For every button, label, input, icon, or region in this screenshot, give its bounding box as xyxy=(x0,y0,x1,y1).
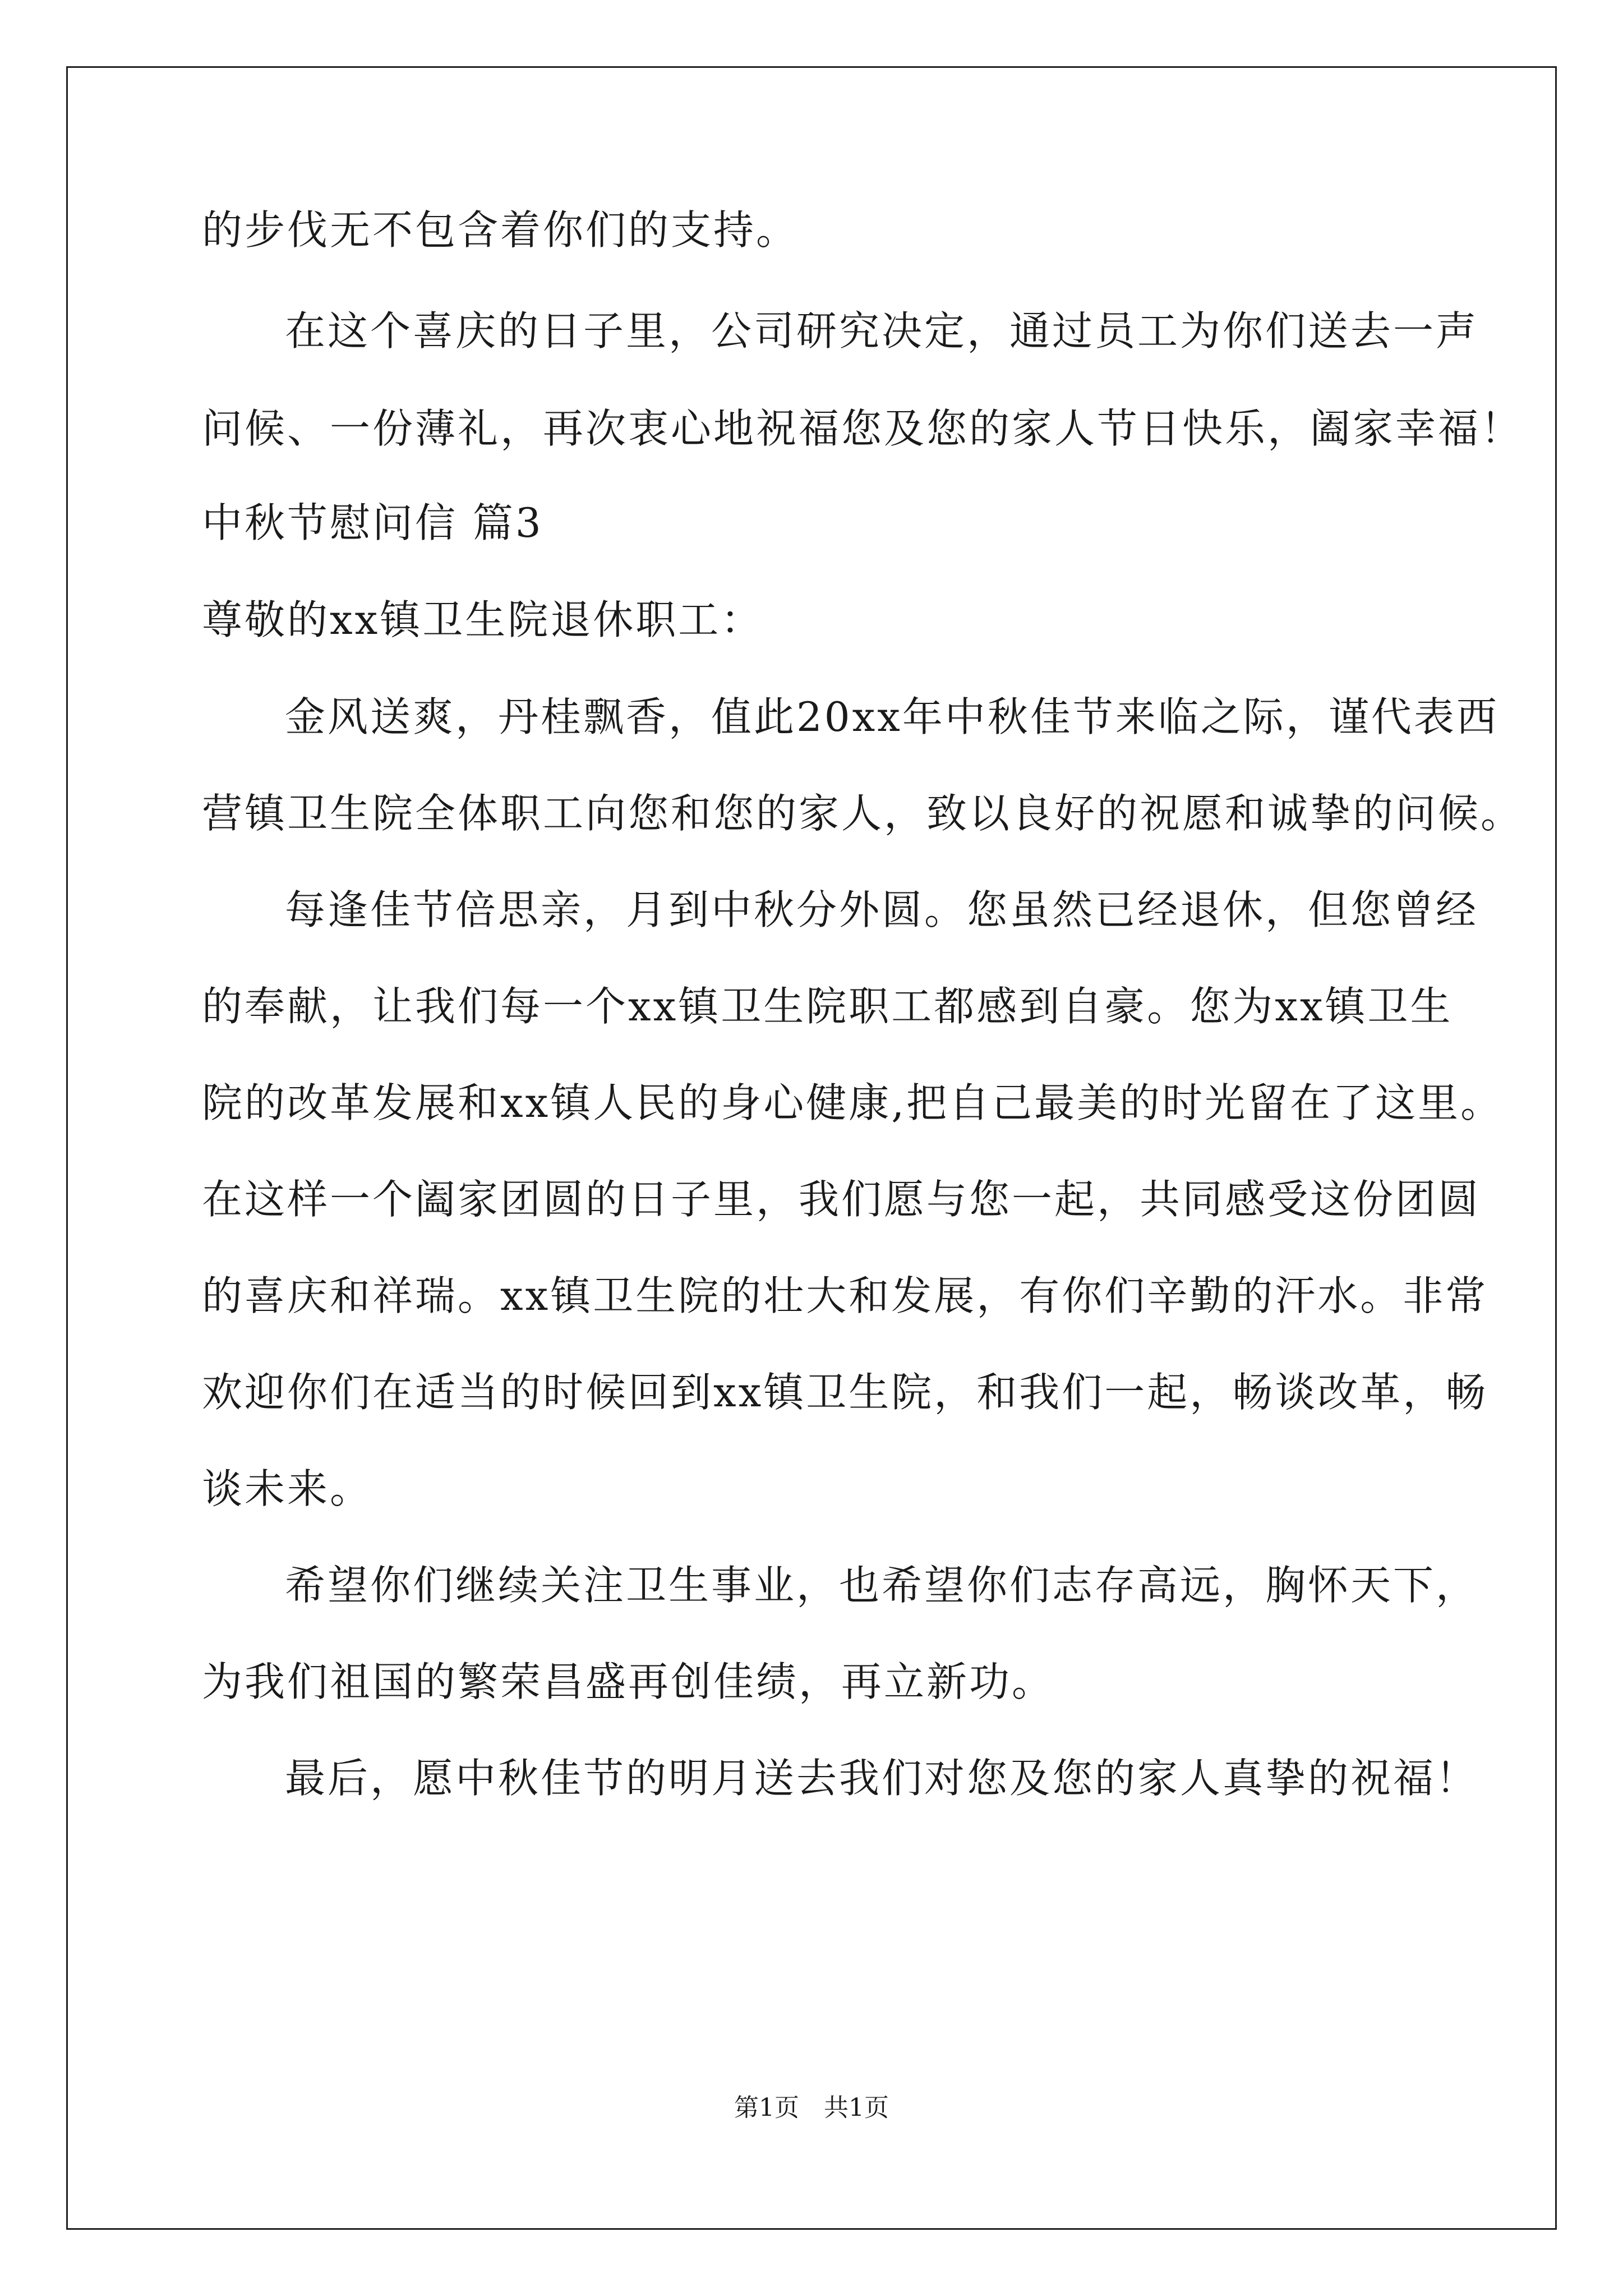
paragraph-line: 营镇卫生院全体职工向您和您的家人，致以良好的祝愿和诚挚的问候。 xyxy=(202,790,1524,837)
salutation: 尊敬的xx镇卫生院退休职工： xyxy=(202,596,764,643)
paragraph-line: 的奉献，让我们每一个xx镇卫生院职工都感到自豪。您为xx镇卫生 xyxy=(202,983,1453,1030)
paragraph-line: 为我们祖国的繁荣昌盛再创佳绩，再立新功。 xyxy=(202,1658,1055,1705)
paragraph-line: 在这个喜庆的日子里，公司研究决定，通过员工为你们送去一声 xyxy=(285,307,1479,355)
paragraph-line: 问候、一份薄礼，再次衷心地祝福您及您的家人节日快乐，阖家幸福！ xyxy=(202,405,1524,452)
page-number-footer: 第1页 共1页 xyxy=(734,2093,889,2122)
paragraph-line: 在这样一个阖家团圆的日子里，我们愿与您一起，共同感受这份团圆 xyxy=(202,1176,1481,1223)
paragraph-line: 每逢佳节倍思亲，月到中秋分外圆。您虽然已经退休，但您曾经 xyxy=(285,886,1479,933)
paragraph-line: 的步伐无不包含着你们的支持。 xyxy=(202,206,799,254)
paragraph-line: 谈未来。 xyxy=(202,1465,373,1512)
paragraph-line: 希望你们继续关注卫生事业，也希望你们志存高远，胸怀天下， xyxy=(285,1562,1479,1609)
paragraph-line: 院的改革发展和xx镇人民的身心健康,把自己最美的时光留在了这里。 xyxy=(202,1079,1504,1126)
section-heading: 中秋节慰问信 篇3 xyxy=(202,499,543,546)
paragraph-line: 的喜庆和祥瑞。xx镇卫生院的壮大和发展，有你们辛勤的汗水。非常 xyxy=(202,1272,1488,1319)
closing-line: 最后，愿中秋佳节的明月送去我们对您及您的家人真挚的祝福！ xyxy=(285,1755,1479,1802)
paragraph-line: 欢迎你们在适当的时候回到xx镇卫生院，和我们一起，畅谈改革，畅 xyxy=(202,1369,1488,1416)
paragraph-line: 金风送爽，丹桂飘香，值此20xx年中秋佳节来临之际，谨代表西 xyxy=(285,693,1499,740)
page-frame xyxy=(66,66,1557,2230)
